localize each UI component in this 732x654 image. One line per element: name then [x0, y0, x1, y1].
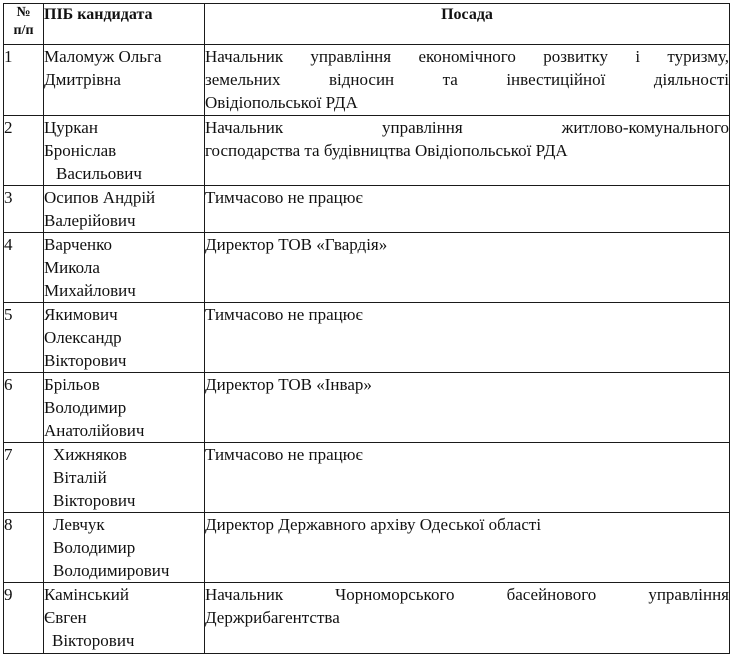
candidate-first-name: Віталій — [53, 468, 107, 487]
table-row — [4, 116, 730, 186]
position-line: Директор Державного архіву Одеської області — [205, 515, 542, 534]
table-row — [4, 373, 730, 443]
candidates-table — [3, 3, 730, 654]
header-number-line2: п/п — [13, 23, 34, 38]
candidate-surname: Левчук — [53, 515, 105, 534]
candidate-position — [205, 373, 730, 443]
row-number: 7 — [4, 443, 44, 513]
candidate-position — [205, 233, 730, 303]
table-row — [4, 186, 730, 233]
candidate-patronymic: Михайлович — [44, 281, 136, 300]
table-row — [4, 513, 730, 583]
row-number: 4 — [4, 233, 44, 303]
header-candidate-name: ПІБ кандидата — [44, 4, 205, 45]
table-row — [4, 443, 730, 513]
table-header-row — [4, 4, 730, 45]
position-line: Начальник управління економічного розвитку і туризму, — [205, 47, 729, 66]
candidate-first-name: Броніслав — [44, 141, 117, 160]
header-number — [4, 4, 44, 45]
table-row — [4, 583, 730, 654]
candidate-first-name: Олександр — [44, 328, 122, 347]
candidate-surname: Камінський — [44, 585, 129, 604]
row-number: 3 — [4, 186, 44, 233]
candidate-patronymic: Дмитрівна — [44, 70, 121, 89]
candidate-first-name: Ольга — [118, 47, 162, 66]
candidate-surname: Якимович — [44, 305, 118, 324]
candidate-surname: Цуркан — [44, 118, 98, 137]
candidate-first-name: Євген — [44, 608, 87, 627]
position-line: Директор ТОВ «Інвар» — [205, 375, 372, 394]
candidate-first-name: Володимир — [44, 398, 127, 417]
candidate-position — [205, 513, 730, 583]
table-row — [4, 45, 730, 116]
candidate-first-name: Андрій — [102, 188, 156, 207]
candidate-position — [205, 45, 730, 116]
row-number: 5 — [4, 303, 44, 373]
candidate-position — [205, 116, 730, 186]
candidate-position — [205, 186, 730, 233]
table-body — [4, 45, 730, 654]
table-row — [4, 233, 730, 303]
candidate-first-name: Володимир — [53, 538, 136, 557]
candidate-patronymic: Анатолійович — [44, 421, 145, 440]
candidate-surname: Осипов — [44, 188, 99, 207]
candidate-name — [44, 116, 205, 186]
candidate-name — [44, 186, 205, 233]
candidate-position — [205, 443, 730, 513]
candidate-patronymic: Володимирович — [53, 561, 170, 580]
position-line: Тимчасово не працює — [205, 445, 363, 464]
position-line: земельних відносин та інвестиційної діяльності — [205, 70, 729, 89]
candidate-surname: Брільов — [44, 375, 100, 394]
candidate-patronymic: Валерійович — [44, 211, 136, 230]
row-number: 1 — [4, 45, 44, 116]
header-number-line1: № — [16, 5, 31, 20]
candidate-position — [205, 303, 730, 373]
candidate-name — [44, 233, 205, 303]
position-line: Овідіопольської РДА — [205, 93, 358, 112]
name-line — [44, 45, 204, 68]
candidate-first-name: Микола — [44, 258, 100, 277]
position-line: Начальник управління житлово-комунального — [205, 118, 729, 137]
row-number: 8 — [4, 513, 44, 583]
candidate-surname: Хижняков — [53, 445, 127, 464]
header-position: Посада — [205, 4, 730, 45]
candidate-patronymic: Вікторович — [44, 351, 127, 370]
name-line — [44, 186, 204, 209]
row-number: 6 — [4, 373, 44, 443]
position-line: Директор ТОВ «Гвардія» — [205, 235, 388, 254]
candidate-patronymic: Вікторович — [52, 631, 135, 650]
candidate-name — [44, 303, 205, 373]
candidate-position — [205, 583, 730, 654]
candidate-name — [44, 443, 205, 513]
row-number: 9 — [4, 583, 44, 654]
candidate-name — [44, 583, 205, 654]
position-line: Тимчасово не працює — [205, 188, 363, 207]
position-line: Тимчасово не працює — [205, 305, 363, 324]
candidate-name — [44, 45, 205, 116]
candidate-surname: Маломуж — [44, 47, 115, 66]
candidate-patronymic: Вікторович — [53, 491, 136, 510]
position-line: господарства та будівництва Овідіопольської РДА — [205, 141, 568, 160]
candidate-patronymic: Васильович — [56, 164, 142, 183]
position-line: Начальник Чорноморського басейнового управління — [205, 585, 729, 604]
candidate-name — [44, 513, 205, 583]
position-line: Держрибагентства — [205, 608, 340, 627]
candidate-name — [44, 373, 205, 443]
row-number: 2 — [4, 116, 44, 186]
table-row — [4, 303, 730, 373]
candidate-surname: Варченко — [44, 235, 113, 254]
